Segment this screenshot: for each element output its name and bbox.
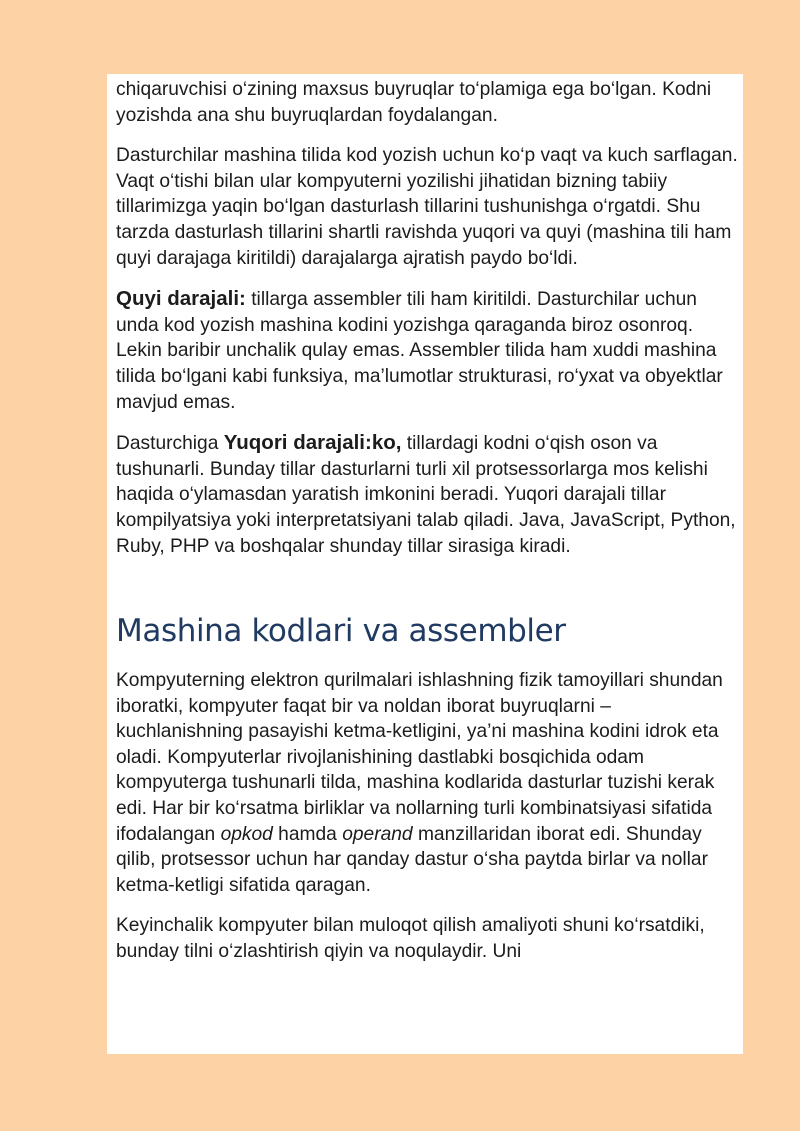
paragraph-4 [116, 430, 741, 559]
paragraph-5-rest: manzillaridan iborat edi. Shunday qilib, protsessor uchun har qanday dastur o‘sha paytda birlar va nollar ketma-ketligi sifatida qaragan. [116, 823, 708, 896]
document-page [107, 74, 743, 1054]
paragraph-1-text: chiqaruvchisi o‘zining maxsus buyruqlar to‘plamiga ega bo‘lgan. Kodni yozishda ana shu buyruqlardan foydalangan. [116, 79, 712, 126]
term-yuqori-darajali: Yuqori darajali:ko, [223, 431, 402, 455]
paragraph-6-text: Keyinchalik kompyuter bilan muloqot qilish amaliyoti shuni ko‘rsatdiki, bunday tilni o‘zlashtirish qiyin va noqulaydir. Uni [116, 915, 705, 963]
paragraph-4-prefix: Dasturchiga [116, 433, 224, 455]
paragraph-1 [116, 77, 741, 128]
section-heading: Mashina kodlari va assembler [116, 613, 566, 650]
paragraph-3-text: tillarga assembler tili ham kiritildi. Dasturchilar uchun unda kod yozish mashina kodini yozishga qaraganda biroz osonroq. Lekin baribir unchalik qulay emas. Assembler tilida ham xuddi mashina tilida bo‘lgani kabi funksiya, ma’lumotlar strukturasi, ro‘yxat va obyektlar mavjud emas. [116, 289, 723, 413]
paragraph-5-line1: Kompyuterning elektron qurilmalari ishlashning fizik tamoyillari shundan iboratki, kompyuter faqat bir va noldan iborat buyruqlarni – kuchlanishning pasayishi ketma-ketligini, ya’ni mashina kodini idrok eta oladi. Kompyuterlar rivojlanishining dastlabki bosqichida odam kompyuterga tushunarli tilda, mashina kodlarida dasturlar tuzishi kerak edi. Har bir ko‘rsatma birliklar va nollarning turli kombinatsiyasi sifatida [116, 670, 723, 820]
paragraph-4-text: tillardagi kodni o‘qish oson va tushunarli. Bunday tillar dasturlarni turli xil protsessorlarga mos kelishi haqida o‘ylamasdan yaratish imkonini beradi. Yuqori darajali tillar kompilyatsiya yoki interpretatsiyani talab qiladi. Java, JavaScript, Python, Ruby, PHP va boshqalar shunday tillar sirasiga kiradi. [116, 433, 736, 557]
term-quyi-darajali: Quyi darajali: [116, 287, 246, 311]
paragraph-5 [116, 668, 741, 898]
paragraph-5-pre-opkod: ifodalangan [116, 823, 221, 845]
document-content [116, 77, 741, 980]
paragraph-5-mid: hamda [272, 823, 343, 845]
paragraph-6 [116, 913, 741, 964]
term-operand: operand [342, 823, 413, 845]
paragraph-3 [116, 286, 741, 415]
paragraph-2 [116, 143, 741, 271]
term-opkod: opkod [220, 823, 273, 845]
paragraph-2-text: Dasturchilar mashina tilida kod yozish uchun ko‘p vaqt va kuch sarflagan. Vaqt o‘tishi bilan ular kompyuterni yozilishi jihatidan bizning tabiiy tillarimizga yaqin bo‘lgan dasturlash tillarini tushunishga o‘rgatdi. Shu tarzda dasturlash tillarini shartli ravishda yuqori va quyi (mashina tili ham quyi darajaga kiritildi) darajalarga ajratish paydo bo‘ldi. [116, 145, 738, 269]
